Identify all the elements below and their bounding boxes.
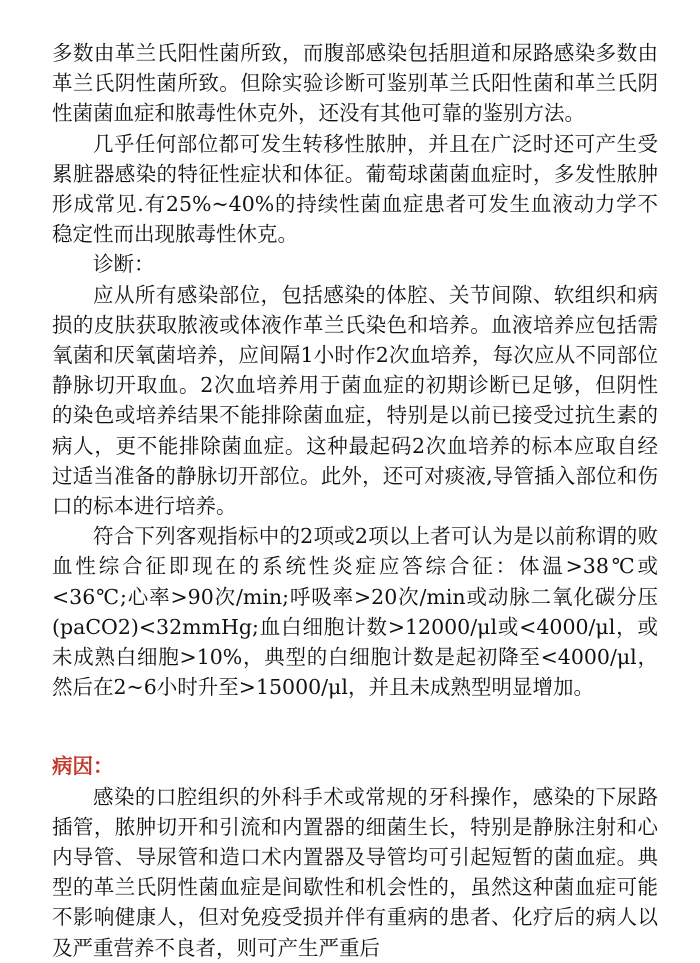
paragraph-etiology: 感染的口腔组织的外科手术或常规的牙科操作，感染的下尿路插管，脓肿切开和引流和内置器的细菌生长，特别是静脉注射和心内导管、导尿管和造口术内置器及导管均可引起短暂的菌血症。典型的革兰氏阴性菌血症是间歇性和机会性的，虽然这种菌血症可能不影响健康人，但对免疫受损并伴有重病的患者、化疗后的病人以及严重营养不良者，则可产生严重后 (52, 784, 658, 960)
paragraph-culture: 应从所有感染部位，包括感染的体腔、关节间隙、软组织和病损的皮肤获取脓液或体液作革兰氏染色和培养。血液培养应包括需氧菌和厌氧菌培养，应间隔1小时作2次血培养，每次应从不同部位静脉切开取血。2次血培养用于菌血症的初期诊断已足够，但阴性的染色或培养结果不能排除菌血症，特别是以前已接受过抗生素的病人，更不能排除菌血症。这种最起码2次血培养的标本应取自经过适当准备的静脉切开部位。此外，还可对痰液,导管插入部位和伤口的标本进行培养。 (52, 282, 658, 519)
paragraph-metastatic-abscess: 几乎任何部位都可发生转移性脓肿，并且在广泛时还可产生受累脏器感染的特征性症状和体征。葡萄球菌菌血症时，多发性脓肿形成常见.有25%~40%的持续性菌血症患者可发生血液动力学不稳定性而出现脓毒性休克。 (52, 131, 658, 247)
diagnosis-label: 诊断： (93, 252, 155, 277)
paragraph-sirs-criteria: 符合下列客观指标中的2项或2项以上者可认为是以前称谓的败血性综合征即现在的系统性炎症应答综合征：体温>38℃或<36℃;心率>90次/min;呼吸率>20次/min或动脉二氧化碳分压(paCO2)<32mmHg;血白细胞计数>12000/μl或<4000/μl，或未成熟白细胞>10%，典型的白细胞计数是起初降至<4000/μl，然后在2~6小时升至>15000/μl，并且未成熟型明显增加。 (52, 524, 658, 700)
etiology-heading: 病因： (52, 754, 114, 779)
paragraph-gram-positive-negative: 多数由革兰氏阳性菌所致，而腹部感染包括胆道和尿路感染多数由革兰氏阴性菌所致。但除实验诊断可鉴别革兰氏阳性菌和革兰氏阴性菌菌血症和脓毒性休克外，还没有其他可靠的鉴别方法。 (52, 41, 658, 126)
document-page (52, 38, 658, 963)
